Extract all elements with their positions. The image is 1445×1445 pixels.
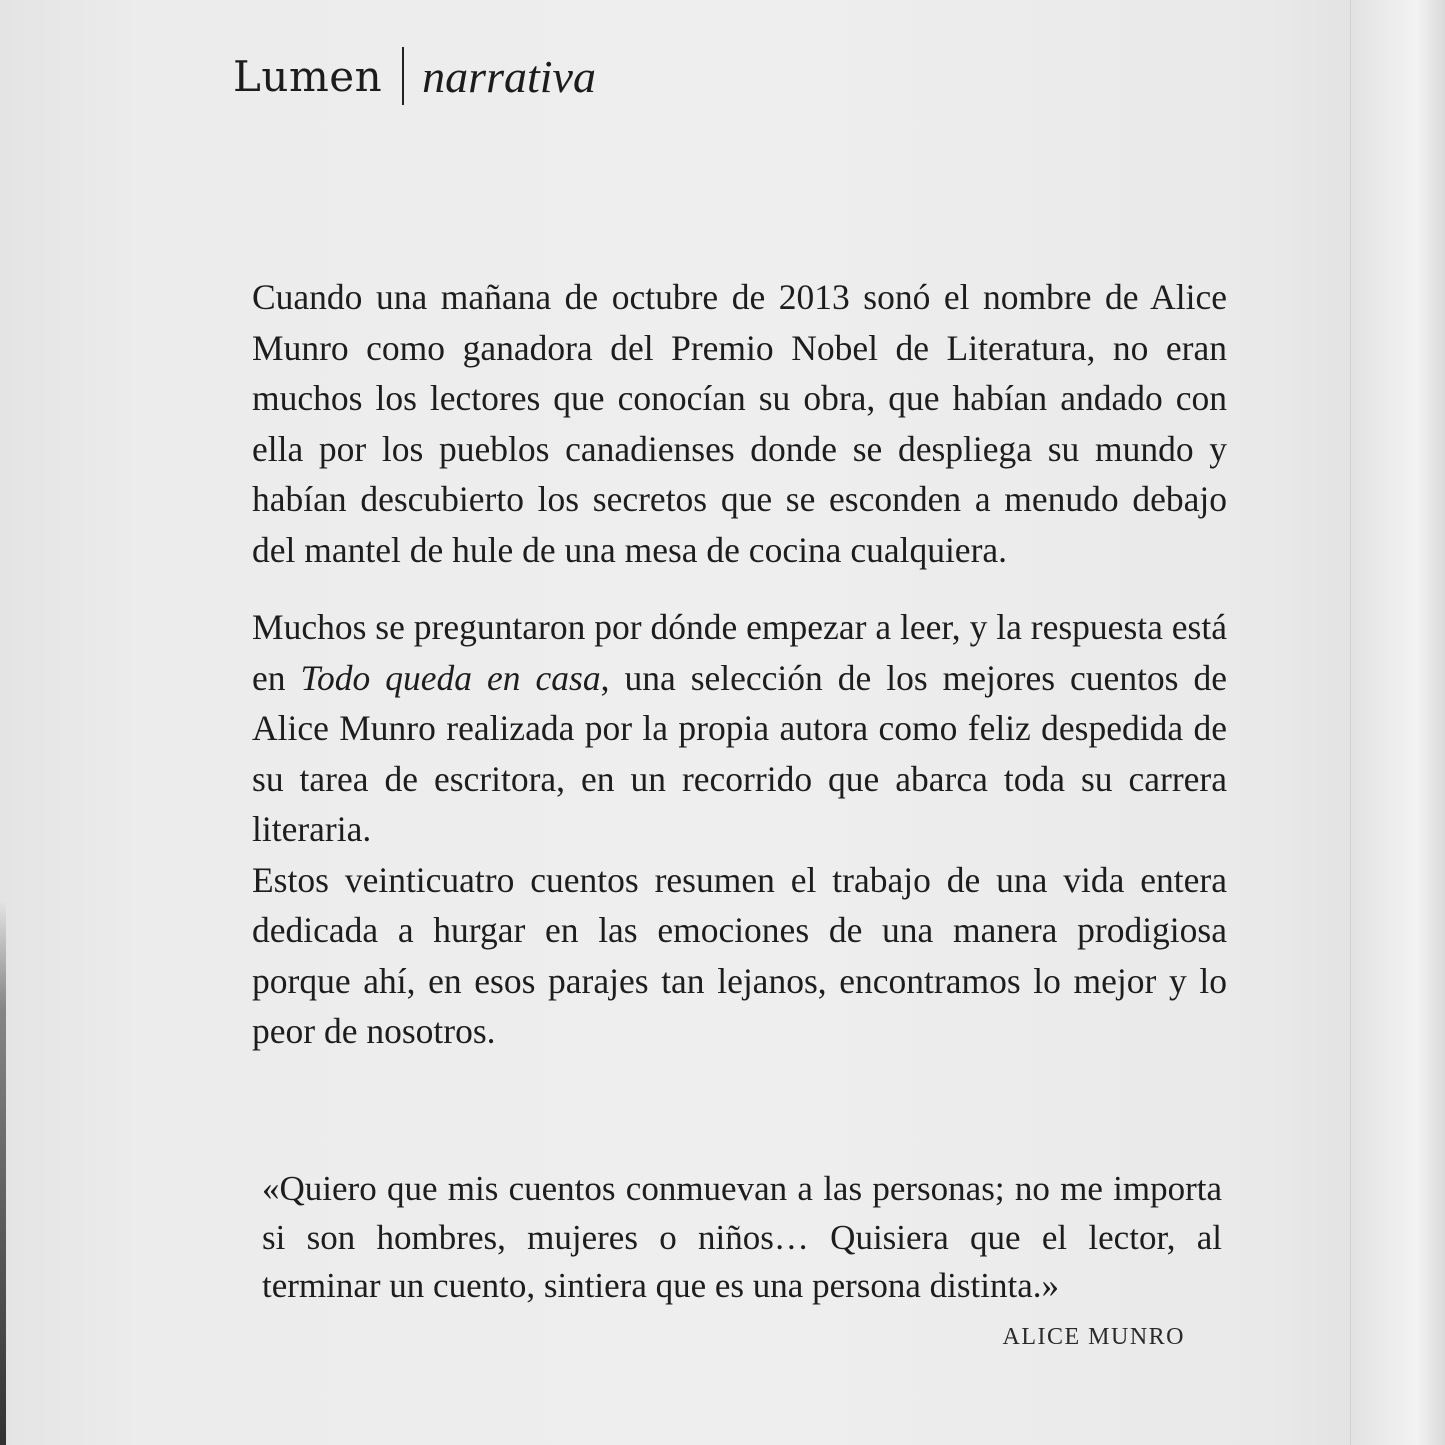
publisher-imprint: [233, 46, 596, 106]
author-quote: «Quiero que mis cuentos conmuevan a las personas; no me importa si son hombres, mujeres o niños… Quisiera que el lector, al terminar un cuento, sintiera que es una persona distinta.»: [262, 1169, 1222, 1305]
book-title: Todo queda en casa: [300, 657, 601, 698]
imprint-divider: [402, 47, 404, 105]
collection-name: narrativa: [422, 50, 596, 102]
book-spine-edge: [1350, 0, 1445, 1445]
blurb-paragraph-2-start: Muchos se preguntaron por dónde empezar a leer, y la respuesta está en: [252, 607, 1227, 698]
publisher-brand: Lumen: [233, 51, 383, 101]
blurb-paragraph-3: Estos veinticuatro cuentos resumen el trabajo de una vida entera dedicada a hurgar en las emociones de una manera prodigiosa porque ahí, en esos parajes tan lejanos, encontramos lo mejor y lo peor de nosotros.: [252, 859, 1227, 1051]
book-blurb: [252, 272, 1227, 1057]
blurb-paragraph-2-end: , una selección de los mejores cuentos de Alice Munro realizada por la propia autora como feliz despedida de su tarea de escritora, en un recorrido que abarca toda su carrera literaria.: [252, 657, 1227, 849]
quote-attribution: ALICE MUNRO: [1002, 1324, 1185, 1350]
blurb-paragraph-2: [252, 602, 1227, 855]
blurb-paragraph-1: Cuando una mañana de octubre de 2013 sonó el nombre de Alice Munro como ganadora del Premio Nobel de Literatura, no eran muchos los lectores que conocían su obra, que habían andado con ella por los pueblos canadienses donde se despliega su mundo y habían descubierto los secretos que se esconden a menudo debajo del mantel de hule de una mesa de cocina cualquiera.: [252, 277, 1227, 570]
cover-edge-shadow: [0, 900, 6, 1445]
